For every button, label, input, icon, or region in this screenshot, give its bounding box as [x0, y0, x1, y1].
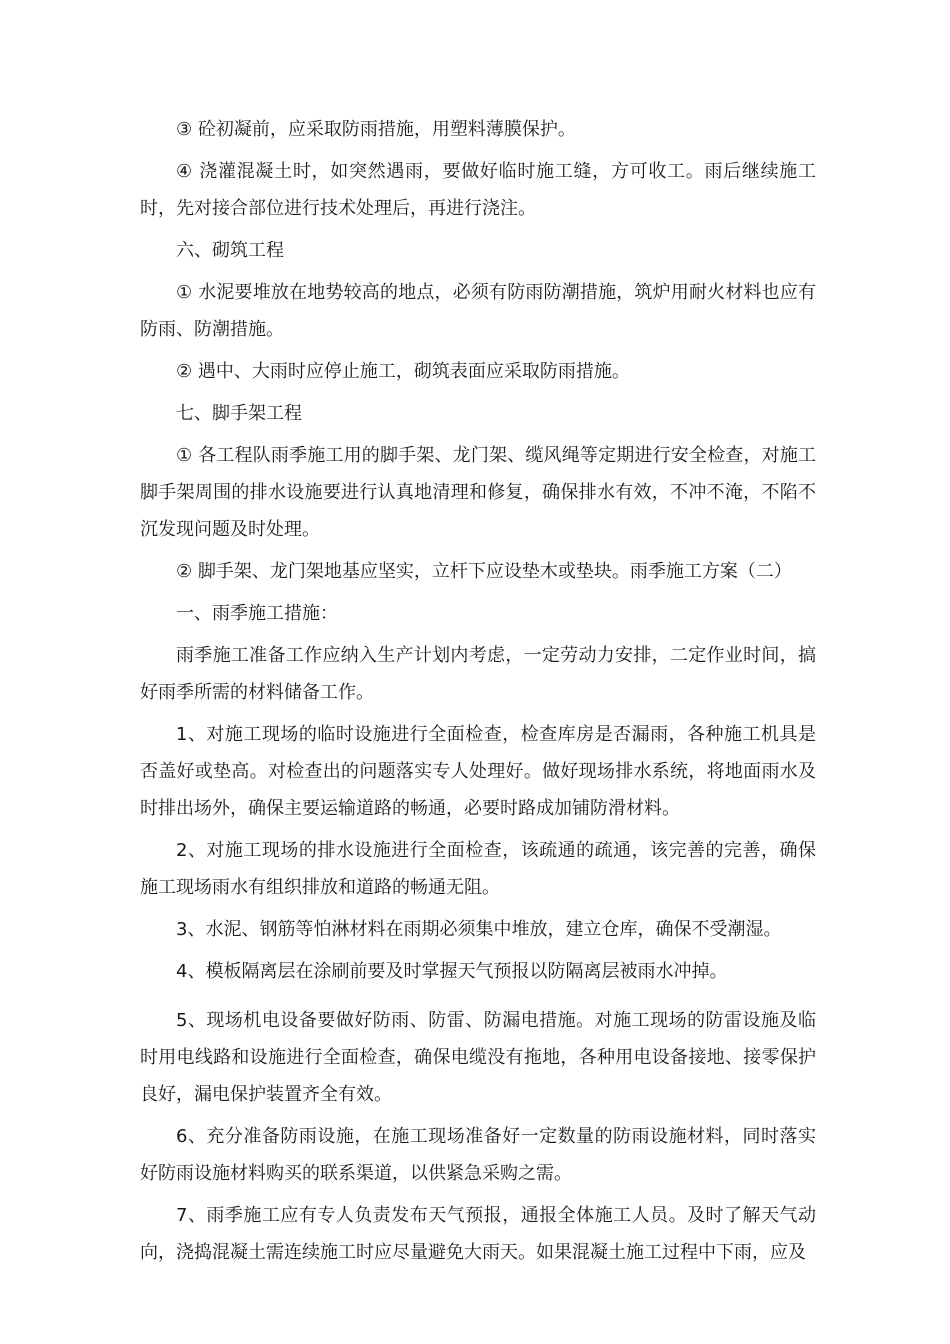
list-item-4: 4、模板隔离层在涂刷前要及时掌握天气预报以防隔离层被雨水冲掉。 — [176, 961, 728, 982]
section-heading-rainy-season-measures: 一、雨季施工措施： — [176, 603, 338, 624]
list-item-3: 3、水泥、钢筋等怕淋材料在雨期必须集中堆放，建立仓库，确保不受潮湿。 — [176, 919, 782, 940]
list-item-5: 5、现场机电设备要做好防雨、防雷、防漏电措施。对施工现场的防雷设施及临时用电线路和设施进行全面检查，确保电缆没有拖地，各种用电设备接地、接零保护良好，漏电保护装置齐全有效。 — [140, 1010, 816, 1105]
paragraph-scaffolding-foundation: ② 脚手架、龙门架地基应坚实，立杆下应设垫木或垫块。雨季施工方案（二） — [176, 561, 792, 582]
paragraph-masonry-cement-storage: ① 水泥要堆放在地势较高的地点，必须有防雨防潮措施，筑炉用耐火材料也应有防雨、防潮措施。 — [140, 282, 816, 340]
paragraph-scaffolding-inspection: ① 各工程队雨季施工用的脚手架、龙门架、缆风绳等定期进行安全检查，对施工脚手架周围的排水设施要进行认真地清理和修复，确保排水有效，不冲不淹，不陷不沉发现问题及时处理。 — [140, 445, 816, 540]
list-item-6: 6、充分准备防雨设施，在施工现场准备好一定数量的防雨设施材料，同时落实好防雨设施材料购买的联系渠道，以供紧急采购之需。 — [140, 1126, 816, 1184]
paragraph-preparation-intro: 雨季施工准备工作应纳入生产计划内考虑，一定劳动力安排，二定作业时间，搞好雨季所需的材料储备工作。 — [140, 645, 816, 703]
document-body — [140, 111, 816, 1276]
paragraph-concrete-pouring-rain: ④ 浇灌混凝土时，如突然遇雨，要做好临时施工缝，方可收工。雨后继续施工时，先对接合部位进行技术处理后，再进行浇注。 — [140, 161, 816, 219]
section-heading-masonry: 六、砌筑工程 — [176, 240, 284, 261]
list-item-2: 2、对施工现场的排水设施进行全面检查，该疏通的疏通，该完善的完善，确保施工现场雨水有组织排放和道路的畅通无阻。 — [140, 840, 816, 898]
paragraph-masonry-stop-work: ② 遇中、大雨时应停止施工，砌筑表面应采取防雨措施。 — [176, 361, 630, 382]
list-item-1: 1、对施工现场的临时设施进行全面检查，检查库房是否漏雨，各种施工机具是否盖好或垫高。对检查出的问题落实专人处理好。做好现场排水系统，将地面雨水及时排出场外，确保主要运输道路的畅通，必要时路成加铺防滑材料。 — [140, 724, 816, 819]
paragraph-concrete-initial-set: ③ 砼初凝前，应采取防雨措施，用塑料薄膜保护。 — [176, 119, 576, 140]
list-item-7: 7、雨季施工应有专人负责发布天气预报，通报全体施工人员。及时了解天气动向，浇捣混凝土需连续施工时应尽量避免大雨天。如果混凝土施工过程中下雨，应及 — [140, 1205, 816, 1263]
section-heading-scaffolding: 七、脚手架工程 — [176, 403, 302, 424]
